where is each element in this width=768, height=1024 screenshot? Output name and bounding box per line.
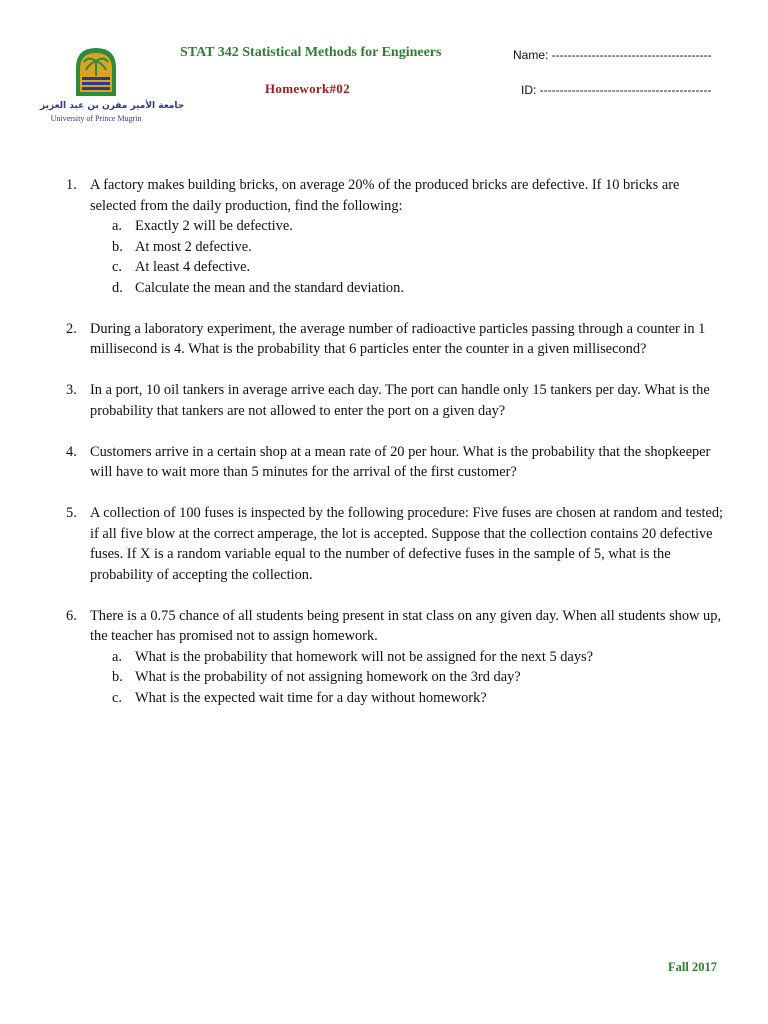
sub-question-text: Exactly 2 will be defective.	[135, 218, 293, 234]
question-number: 4.	[66, 443, 77, 460]
question-text: There is a 0.75 chance of all students being present in stat class on any given day. When all students show up, the teacher has promised not to assign homework.	[90, 607, 722, 644]
sub-question-letter: a.	[112, 218, 122, 234]
logo-english-name: University of Prince Mugrin	[50, 114, 142, 123]
sub-question-text: What is the probability of not assigning homework on the 3rd day?	[135, 669, 521, 685]
homework-title: Homework#02	[265, 81, 350, 96]
sub-question-letter: d.	[112, 279, 123, 296]
question-number: 2.	[66, 320, 77, 337]
sub-question-text: At least 4 defective.	[135, 259, 251, 275]
sub-question-letter: c.	[112, 259, 122, 275]
sub-question-text: Calculate the mean and the standard deviation.	[135, 279, 404, 296]
sub-question	[112, 278, 726, 299]
question-text: In a port, 10 oil tankers in average arrive each day. The port can handle only 15 tankers per day. What is the probability that tankers are not allowed to enter the port on a given day?	[90, 382, 710, 419]
sub-question	[112, 216, 726, 237]
question-2	[66, 319, 726, 360]
sub-question-text: At most 2 defective.	[135, 238, 252, 255]
id-field: ID: -------------------------------------------	[521, 83, 712, 97]
course-title: STAT 342 Statistical Methods for Engineers	[180, 45, 442, 60]
logo-arabic-name: جامعة الأمير مقرن بن عبد العزيز	[40, 101, 185, 111]
question-text: Customers arrive in a certain shop at a mean rate of 20 per hour. What is the probability that the shopkeeper will have to wait more than 5 minutes for the arrival of the first customer?	[90, 443, 711, 480]
sub-question-letter: b.	[112, 238, 123, 255]
university-emblem-icon	[74, 46, 118, 98]
question-number: 3.	[66, 382, 77, 398]
question-number: 6.	[66, 607, 77, 624]
question-number: 1.	[66, 177, 77, 193]
sub-question-letter: a.	[112, 648, 122, 665]
question-3	[66, 380, 726, 421]
name-field: Name: ----------------------------------------	[513, 48, 712, 62]
sub-question	[112, 688, 726, 709]
term-label: Fall 2017	[668, 960, 717, 974]
question-text: A factory makes building bricks, on average 20% of the produced bricks are defective. If 10 bricks are selected from the daily production, find the following:	[90, 177, 680, 214]
question-list	[66, 175, 726, 729]
question-4	[66, 442, 726, 483]
question-6	[66, 606, 726, 709]
sub-question-text: What is the expected wait time for a day without homework?	[135, 689, 487, 706]
sub-question	[112, 237, 726, 258]
sub-question-letter: b.	[112, 669, 123, 685]
university-logo	[40, 46, 185, 126]
question-1	[66, 175, 726, 298]
question-text: During a laboratory experiment, the average number of radioactive particles passing through a counter in 1 millisecond is 4. What is the probability that 6 particles enter the counter in a given millisecond?	[90, 320, 706, 357]
question-text: A collection of 100 fuses is inspected by the following procedure: Five fuses are chosen at random and tested; if all five blow at the correct amperage, the lot is accepted. Suppose that the collection contains 20 defective fuses. If X is a random variable equal to the number of defective fuses in the sample of 5, what is the probability of accepting the collection.	[90, 505, 724, 583]
question-5	[66, 503, 726, 585]
question-number: 5.	[66, 505, 77, 521]
sub-question	[112, 647, 726, 668]
sub-question	[112, 257, 726, 278]
sub-question	[112, 667, 726, 688]
sub-question-letter: c.	[112, 689, 122, 706]
sub-question-text: What is the probability that homework will not be assigned for the next 5 days?	[135, 648, 593, 665]
